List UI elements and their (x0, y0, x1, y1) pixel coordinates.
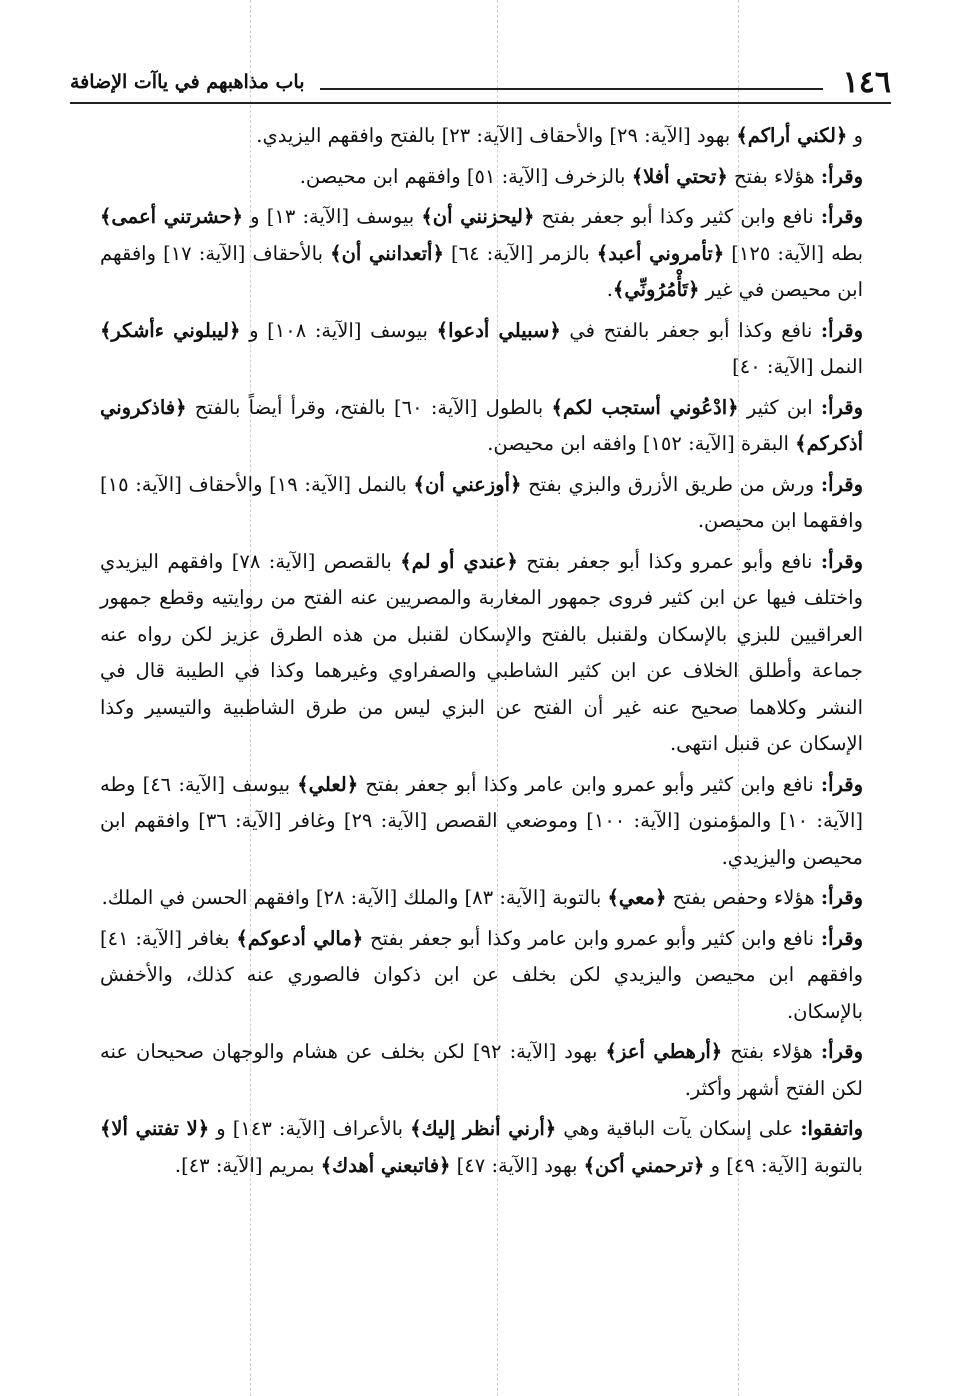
paragraph-text: بالزخرف [الآية: ٥١] وافقهم ابن محيصن. (299, 164, 632, 188)
quran-word: ﴿ادْعُوني أستجب لكم﴾ (551, 395, 739, 419)
paragraph (100, 1111, 863, 1184)
paragraph-text: بالزمر [الآية: ٦٤] (443, 241, 597, 265)
paragraph (100, 1034, 863, 1107)
paragraph-lead: واتفقوا: (800, 1117, 864, 1140)
quran-word: ﴿ترحمني أكن﴾ (583, 1153, 705, 1177)
paragraph-text: هؤلاء بفتح (727, 164, 821, 188)
paragraph (100, 467, 863, 540)
paragraph-text: ابن كثير (738, 395, 821, 419)
quran-word: ﴿أتعدانني أن﴾ (330, 241, 444, 265)
paragraph-text: النمل [الآية: ٤٠] (732, 355, 863, 378)
quran-word: ﴿حشرتني أعمى﴾ (100, 205, 243, 228)
page-body (100, 118, 863, 1188)
running-title: باب مذاهبهم في ياآت الإضافة (70, 71, 305, 93)
quran-word: ﴿أرني أنظر إليك﴾ (410, 1117, 557, 1140)
quran-word: ﴿ليبلوني ءأشكر﴾ (100, 318, 241, 342)
paragraph-text: نافع وابن كثير وأبو عمرو وابن عامر وكذا أبو جعفر بفتح (363, 926, 821, 950)
paragraph-text: بطه [الآية: ١٢٥] (724, 241, 864, 265)
paragraph-text: بالنمل [الآية: ١٩] والأحقاف [الآية: ١٥] وافقهما ابن محيصن. (100, 472, 863, 532)
quran-word: ﴿تأمروني أعبد﴾ (596, 241, 725, 265)
paragraph-text: بالتوبة [الآية: ٨٣] والملك [الآية: ٢٨] وافقهم الحسن في الملك. (101, 886, 608, 909)
quran-word: ﴿لعلي﴾ (297, 772, 359, 796)
paragraph-lead: وقرأ: (820, 318, 864, 342)
paragraph-text: على إسكان يآت الباقية وهي (556, 1117, 801, 1140)
paragraph-text: نافع وابن كثير وأبو عمرو وابن عامر وكذا أبو جعفر بفتح (358, 772, 821, 796)
paragraph-text: . (606, 278, 613, 301)
quran-word: ﴿فاذكروني أذكركم﴾ (100, 395, 863, 455)
quran-word: ﴿فاتبعني أهدك﴾ (320, 1153, 451, 1177)
paragraph-text: بغافر [الآية: ٤١] وافقهم ابن محيصن واليزيدي لكن بخلف عن ابن ذكوان فالصوري عنه كذلك، والأخفش بالإسكان. (100, 926, 863, 1023)
page-number: ١٤٦ (842, 64, 891, 100)
quran-word: ﴿مالي أدعوكم﴾ (236, 926, 364, 950)
quran-word: ﴿لكني أراكم﴾ (736, 124, 848, 147)
paragraph-text: هؤلاء بفتح (722, 1040, 821, 1063)
paragraph-lead: وقرأ: (820, 886, 863, 909)
paragraph-lead: وقرأ: (820, 549, 864, 573)
paragraph-text: هؤلاء وحفص بفتح (666, 886, 821, 909)
paragraph-text: بيوسف [الآية: ١٣] و (242, 205, 422, 228)
quran-word: ﴿تحتي أفلا﴾ (631, 164, 728, 188)
paragraph (100, 159, 863, 196)
quran-word: ﴿عندي أو لم﴾ (400, 549, 518, 573)
paragraph-lead: وقرأ: (820, 926, 864, 950)
paragraph-text: نافع وابن كثير وكذا أبو جعفر بفتح (534, 205, 821, 228)
quran-word: ﴿سبيلي أدعوا﴾ (436, 318, 561, 342)
paragraph-lead: وقرأ: (820, 164, 863, 188)
paragraph-lead: وقرأ: (820, 472, 863, 496)
paragraph-text: بالقصص [الآية: ٧٨] وافقهم اليزيدي واختلف فيها عن ابن كثير فروى جمهور المغاربة والمصريين عنه الفتح من روايتيه وقطع جمهور العراقيين للبزي بالإسكان ولقنبل بالفتح والإسكان لقنبل من هذه الطرق عزيز لكن رواه عنه جماعة وأطلق الخلاف عن ابن كثير الشاطبي والصفراوي وغيرهما وكذا في الطيبة قال في النشر وكلاهما صحيح عنه غير أن الفتح عن البزي ليس من طرق الشاطبية والتيسير وكذا الإسكان عن قنبل انتهى. (100, 549, 863, 755)
paragraph-lead: وقرأ: (820, 395, 863, 419)
quran-word: ﴿لا تفتني ألا﴾ (100, 1117, 210, 1140)
paragraph-text: بهود [الآية: ٢٩] والأحقاف [الآية: ٢٣] بالفتح وافقهم اليزيدي. (256, 124, 737, 147)
paragraph-text: بهود [الآية: ٤٧] (450, 1153, 584, 1177)
paragraph-text: بهود [الآية: ٩٢] لكن بخلف عن هشام والوجهان صحيحان عنه لكن الفتح أشهر وأكثر. (100, 1040, 863, 1100)
paragraph-lead: وقرأ: (820, 772, 864, 796)
paragraph-lead: وقرأ: (820, 205, 864, 228)
paragraph-text: بيوسف [الآية: ١٠٨] و (240, 318, 437, 342)
paragraph-text: بالطول [الآية: ٦٠] بالفتح، وقرأ أيضاً بالفتح (186, 395, 552, 419)
page-header (70, 62, 891, 104)
paragraph-text: بالأعراف [الآية: ١٤٣] و (209, 1117, 411, 1140)
paragraph-text: بيوسف [الآية: ٤٦] وطه [الآية: ١٠] والمؤمنون [الآية: ١٠٠] وموضعي القصص [الآية: ٢٩] وغافر [الآية: ٣٦] وافقهم ابن محيصن واليزيدي. (100, 772, 863, 869)
paragraph (100, 118, 863, 155)
paragraph-text: بالتوبة [الآية: ٤٩] و (704, 1153, 863, 1177)
paragraph-text: نافع وكذا أبو جعفر بالفتح في (560, 318, 821, 342)
paragraph-lead: وقرأ: (820, 1040, 863, 1063)
paragraph-text: ورش من طريق الأزرق والبزي بفتح (521, 472, 821, 496)
paragraph (100, 544, 863, 763)
paragraph (100, 921, 863, 1031)
paragraph-text: بالأحقاف [الآية: ١٧] وافقهم ابن محيصن في غير (100, 241, 863, 301)
paragraph-text: نافع وأبو عمرو وكذا أبو جعفر بفتح (517, 549, 821, 573)
quran-word: ﴿ليحزنني أن﴾ (421, 205, 535, 228)
paragraph-text: و (847, 124, 863, 147)
paragraph (100, 199, 863, 309)
quran-word: ﴿معي﴾ (607, 886, 667, 909)
paragraph (100, 390, 863, 463)
paragraph (100, 880, 863, 917)
quran-word: ﴿أرهطي أعز﴾ (605, 1040, 723, 1063)
paragraph (100, 313, 863, 386)
header-divider (320, 74, 822, 90)
paragraph-text: البقرة [الآية: ١٥٢] وافقه ابن محيصن. (487, 432, 796, 455)
paragraph-text: بمريم [الآية: ٤٣]. (174, 1153, 321, 1177)
paragraph (100, 767, 863, 877)
quran-word: ﴿تَأْمُرُونِّي﴾ (612, 278, 700, 301)
quran-word: ﴿أوزعني أن﴾ (413, 472, 522, 496)
